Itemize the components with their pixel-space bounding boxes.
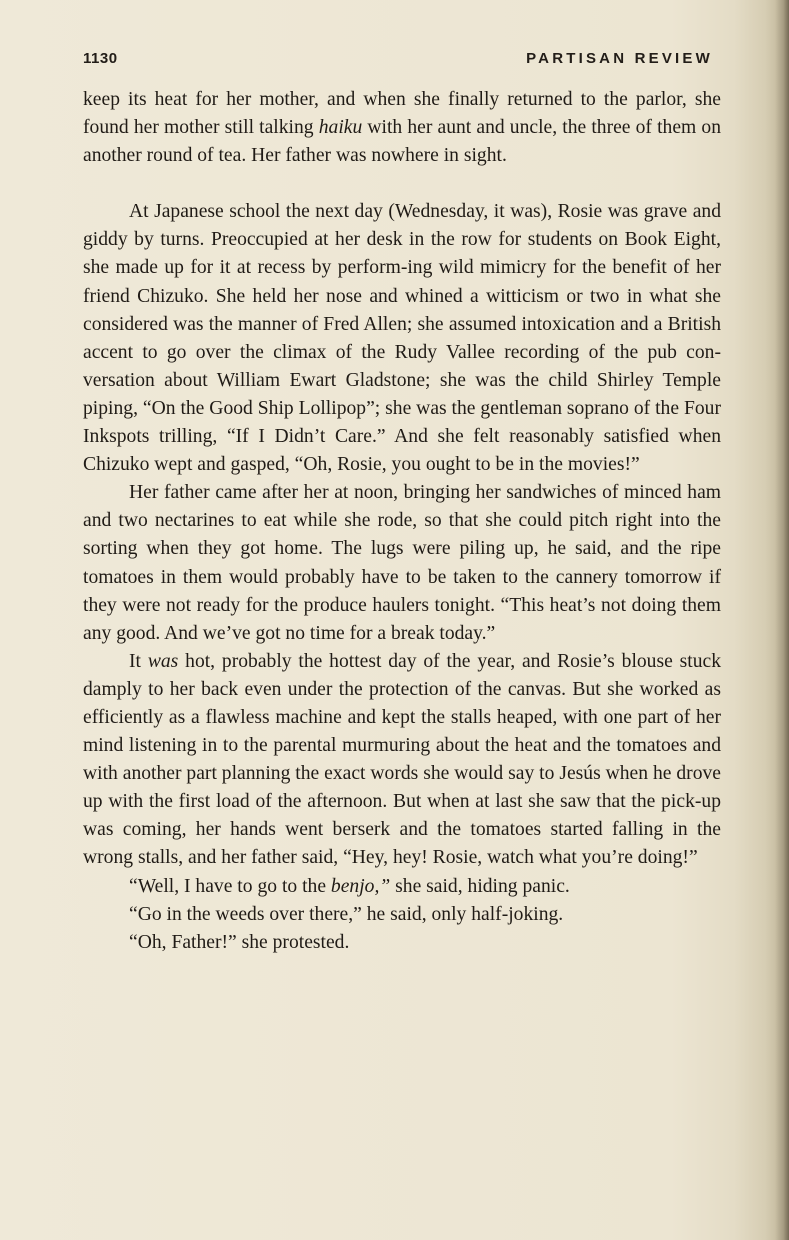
paragraph-5	[83, 873, 721, 901]
paragraph-text: with her aunt and uncle, the three of them on another round of tea. Her father was nowhere in sight.	[83, 117, 721, 167]
paragraph-text: Her father came after her at noon, bringing her sandwiches of minced ham and two nectarines to eat while she rode, so that she could pitch right into the sorting when they got home. The lugs were piling up, he said, and the ripe tomatoes in them would probably have to be taken to the cannery tomorrow if they were not ready for the produce haulers tonight. “This heat’s not doing them any good. And we’ve got no time for a break today.”	[83, 482, 721, 644]
page-number: 1130	[83, 50, 118, 67]
paragraph-text: hot, probably the hottest day of the year, and Rosie’s blouse stuck damply to her back even under the protection of the canvas. But she worked as efficiently as a flawless machine and kept the stalls heaped, with one part of her mind listening in to the parental murmuring about the heat and the tomatoes and with another part planning the exact words she would say to Jesús when he drove up with the first load of the afternoon. But when at last she saw that the pick-up was coming, her hands went berserk and the tomatoes started falling in the wrong stalls, and her father said, “Hey, hey! Rosie, watch what you’re doing!”	[83, 650, 721, 869]
paragraph-text: At Japanese school the next day (Wednesday, it was), Rosie was grave and giddy by turns. Preoccupied at her desk in the row for students on Book Eight, she made up for it at recess by perform-ing wild mimicry for the benefit of her friend Chizuko. She held her nose and whined a witticism or two in what she considered was the manner of Fred Allen; she assumed intoxication and a British accent to go over the climax of the Rudy Vallee recording of the pub con-versation about William Ewart Gladstone; she was the child Shirley Temple piping, “On the Good Ship Lollipop”; she was the gentleman soprano of the Four Inkspots trilling, “If I Didn’t Care.” And she felt reasonably satisfied when Chizuko wept and gasped, “Oh, Rosie, you ought to be in the movies!”	[83, 201, 721, 476]
running-head	[83, 50, 713, 74]
italic-text: was	[147, 650, 179, 672]
paragraph-2	[83, 198, 721, 479]
italic-text: benjo,”	[330, 875, 391, 897]
journal-title: PARTISAN REVIEW	[526, 50, 713, 67]
paragraph-text: she said, hiding panic.	[390, 875, 570, 897]
paragraph-6	[83, 901, 721, 929]
paragraph-4	[83, 648, 721, 873]
paragraph-3	[83, 479, 721, 648]
paragraph-text: keep its heat for her mother, and when she finally returned to the parlor, she found her mother still talking	[83, 89, 721, 139]
paragraph-text: “Go in the weeds over there,” he said, only half-joking.	[129, 903, 564, 925]
paragraph-text: It	[129, 650, 148, 672]
paragraph-text: “Oh, Father!” she protested.	[129, 931, 350, 953]
paragraph-7	[83, 929, 721, 957]
page-edge-shadow	[775, 0, 789, 1240]
italic-text: haiku	[318, 117, 363, 139]
paragraph-text: “Well, I have to go to the	[129, 875, 331, 897]
body-text	[83, 86, 721, 957]
paragraph-1	[83, 86, 721, 170]
